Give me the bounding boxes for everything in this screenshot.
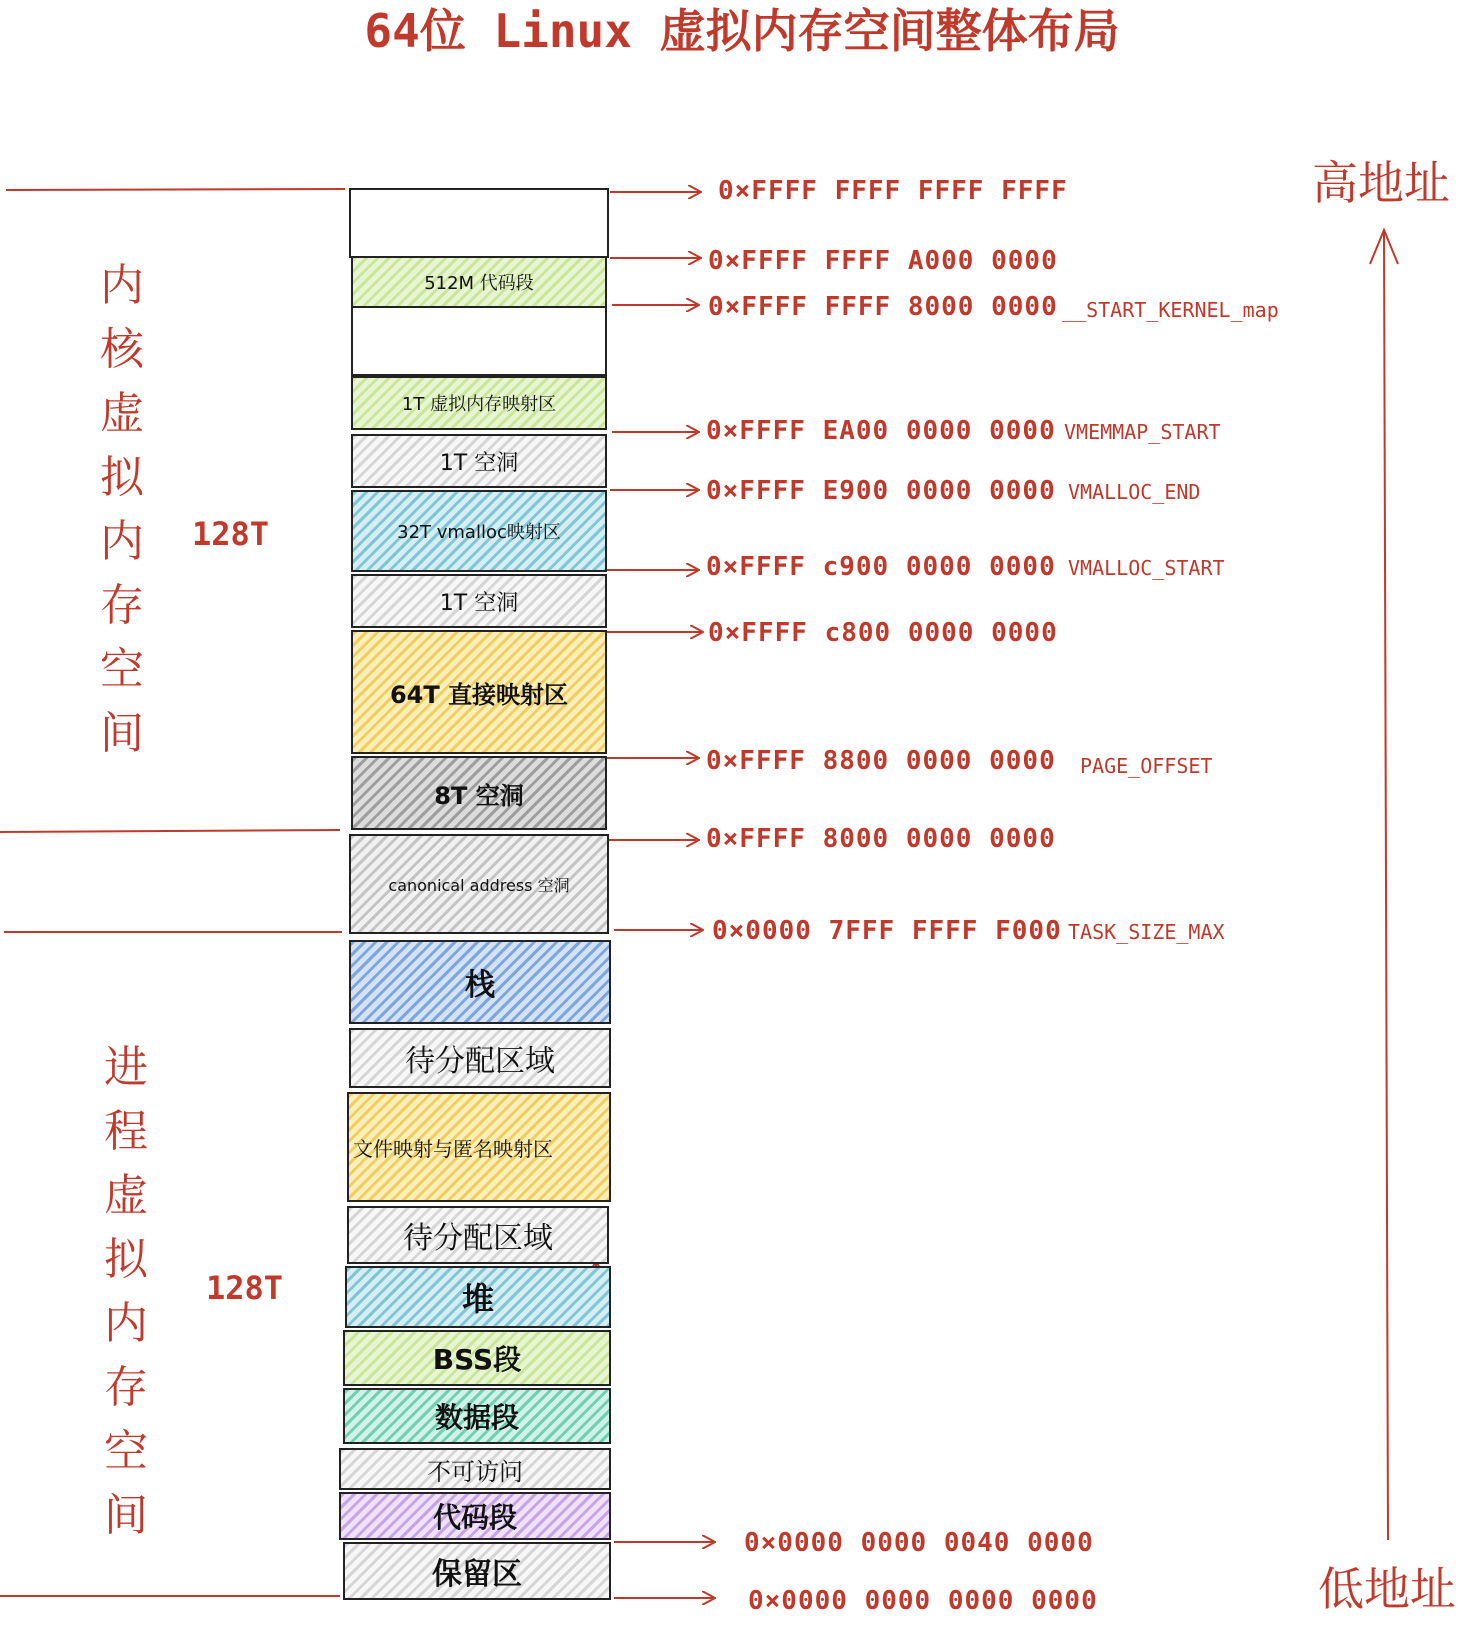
- user-space-label: 进程虚拟内存空间: [104, 1042, 148, 1541]
- address-a5: 0×FFFF c900 0000 0000: [706, 552, 1056, 582]
- segment-hole-8t: [351, 756, 607, 830]
- segment-kernel-code-label: 512M 代码段: [424, 273, 534, 294]
- segment-hole-1t-a-label: 1T 空洞: [439, 450, 519, 476]
- segment-mmap: [347, 1092, 611, 1202]
- address-a1: 0×FFFF FFFF A000 0000: [708, 246, 1058, 276]
- segment-unallocated-a: [349, 1028, 611, 1088]
- segment-heap-label: 堆: [461, 1280, 494, 1318]
- segment-vmalloc-label: 32T vmalloc映射区: [397, 522, 561, 543]
- segment-code: [339, 1492, 611, 1540]
- segment-canonical-hole: [349, 834, 609, 934]
- segment-unallocated-b-label: 待分配区域: [403, 1221, 553, 1256]
- symbol-page-offset: PAGE_OFFSET: [1080, 754, 1213, 778]
- segment-vmemmap-label: 1T 虚拟内存映射区: [401, 394, 557, 415]
- segment-hole-1t-a: [351, 434, 607, 488]
- symbol-start-kernel-map: __START_KERNEL_map: [1062, 298, 1279, 322]
- segment-no-access-label: 不可访问: [427, 1457, 523, 1486]
- symbol-vmalloc-end: VMALLOC_END: [1068, 480, 1201, 504]
- low-address-label: 低地址: [1318, 1562, 1456, 1616]
- segment-direct-map: [351, 630, 607, 754]
- segment-kernel-code: [351, 256, 607, 308]
- segment-vmalloc: [351, 490, 607, 572]
- segment-kernel-top-blank: [349, 188, 609, 258]
- symbol-vmemmap-start: VMEMMAP_START: [1064, 420, 1221, 444]
- kernel-bottom-boundary-line: [0, 830, 340, 832]
- address-a10: 0×0000 0000 0040 0000: [744, 1528, 1094, 1558]
- address-a11: 0×0000 0000 0000 0000: [748, 1586, 1098, 1616]
- segment-kernel-gap: [351, 306, 607, 376]
- address-a6: 0×FFFF c800 0000 0000: [708, 618, 1058, 648]
- segment-data-label: 数据段: [434, 1401, 519, 1434]
- segment-hole-1t-b: [351, 574, 607, 628]
- address-a7: 0×FFFF 8800 0000 0000: [706, 746, 1056, 776]
- kernel-space-size: 128T: [192, 515, 270, 553]
- segment-mmap-label: 文件映射与匿名映射区: [353, 1136, 553, 1161]
- segment-unallocated-b: [347, 1206, 609, 1264]
- address-a8: 0×FFFF 8000 0000 0000: [706, 824, 1056, 854]
- symbol-vmalloc-start: VMALLOC_START: [1068, 556, 1225, 580]
- user-space-size: 128T: [206, 1269, 284, 1307]
- segment-data: [343, 1388, 611, 1444]
- segment-bss: [343, 1330, 611, 1386]
- segment-stack: [349, 940, 611, 1024]
- segment-bss-label: BSS段: [432, 1343, 522, 1376]
- segment-code-label: 代码段: [432, 1501, 517, 1534]
- address-a3: 0×FFFF EA00 0000 0000: [706, 416, 1056, 446]
- address-axis-line: [1384, 230, 1388, 1540]
- address-a9: 0×0000 7FFF FFFF F000: [712, 916, 1062, 946]
- segment-hole-8t-label: 8T 空洞: [434, 781, 524, 810]
- symbol-task-size-max: TASK_SIZE_MAX: [1068, 920, 1225, 944]
- kernel-space-label: 内核虚拟内存空间: [100, 260, 144, 759]
- segment-stack-label: 栈: [465, 968, 495, 1003]
- address-a2: 0×FFFF FFFF 8000 0000: [708, 292, 1058, 322]
- address-a0: 0×FFFF FFFF FFFF FFFF: [718, 176, 1068, 206]
- segment-unallocated-a-label: 待分配区域: [405, 1044, 555, 1079]
- segment-vmemmap: [351, 376, 607, 430]
- segment-no-access: [339, 1448, 611, 1490]
- address-a4: 0×FFFF E900 0000 0000: [706, 476, 1056, 506]
- diagram-title: 64位 Linux 虚拟内存空间整体布局: [364, 4, 1120, 58]
- segment-heap: [345, 1266, 611, 1328]
- segment-canonical-hole-label: canonical address 空洞: [388, 875, 570, 895]
- segment-reserved: [343, 1542, 611, 1600]
- kernel-top-boundary-line: [6, 189, 345, 190]
- high-address-label: 高地址: [1312, 156, 1450, 210]
- segment-hole-1t-b-label: 1T 空洞: [439, 590, 519, 616]
- segment-reserved-label: 保留区: [432, 1557, 522, 1592]
- segment-direct-map-label: 64T 直接映射区: [389, 680, 569, 709]
